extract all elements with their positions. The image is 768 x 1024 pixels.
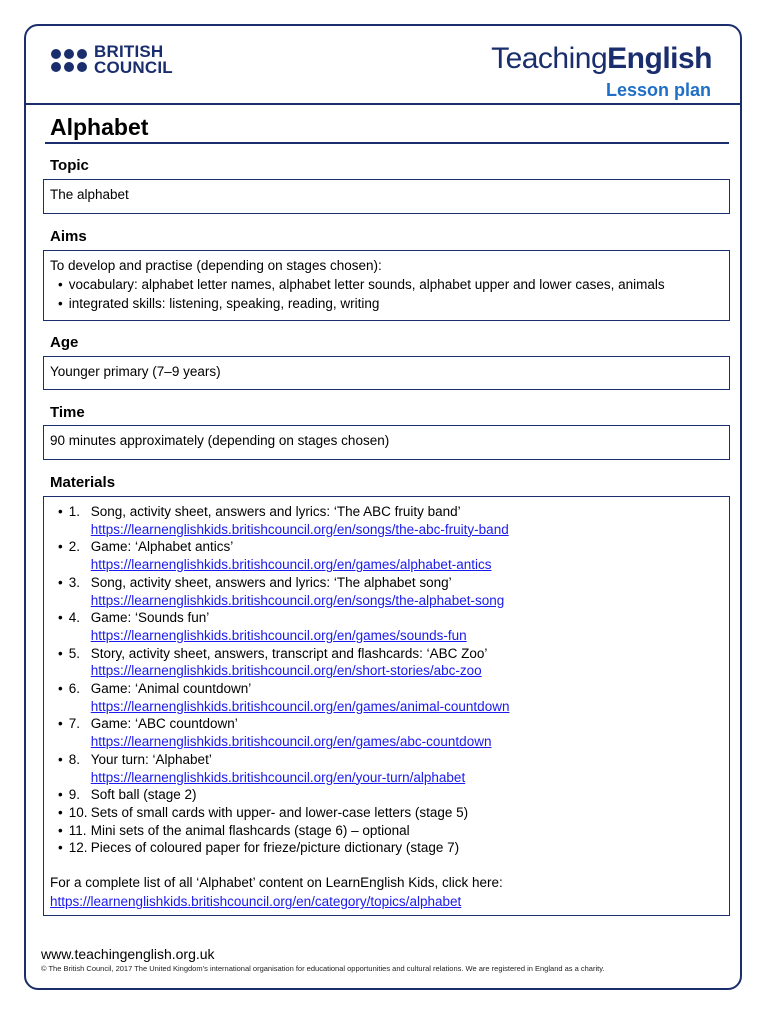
logo-line-1: BRITISH xyxy=(94,42,164,61)
list-item xyxy=(50,804,723,822)
header-divider xyxy=(24,103,742,105)
teaching-english-brand xyxy=(491,42,712,76)
british-council-logo xyxy=(51,42,173,78)
item-number: • 7. xyxy=(68,716,80,732)
materials-note: For a complete list of all ‘Alphabet’ content on LearnEnglish Kids, click here: xyxy=(50,875,503,891)
material-link[interactable]: https://learnenglishkids.britishcouncil.org/en/songs/the-alphabet-song xyxy=(90,592,505,608)
materials-box xyxy=(43,496,730,916)
item-number: • 12. xyxy=(68,840,88,856)
logo-dots-icon xyxy=(51,49,87,72)
aims-bullet: • integrated skills: listening, speaking, reading, writing xyxy=(50,294,723,313)
material-link[interactable]: https://learnenglishkids.britishcouncil.org/en/games/animal-countdown xyxy=(90,698,510,714)
item-text: Mini sets of the animal flashcards (stage 6) – optional xyxy=(90,822,410,838)
age-heading: Age xyxy=(50,334,79,351)
list-item xyxy=(50,839,723,857)
logo-line-2: COUNCIL xyxy=(94,58,173,77)
list-item xyxy=(50,503,723,538)
list-item xyxy=(50,645,723,680)
material-link[interactable]: https://learnenglishkids.britishcouncil.org/en/games/abc-countdown xyxy=(90,734,492,750)
item-text: Song, activity sheet, answers and lyrics: ‘The alphabet song’ xyxy=(90,574,452,590)
materials-list xyxy=(50,503,723,857)
list-item xyxy=(50,822,723,840)
aims-list xyxy=(50,275,723,313)
time-heading: Time xyxy=(50,404,85,421)
item-number: • 5. xyxy=(68,645,80,661)
item-number: • 6. xyxy=(68,681,80,697)
item-number: • 10. xyxy=(68,804,88,820)
item-number: • 2. xyxy=(68,539,80,555)
aims-bullet: • vocabulary: alphabet letter names, alphabet letter sounds, alphabet upper and lower cases, animals xyxy=(50,275,723,294)
item-number: • 9. xyxy=(68,787,80,803)
list-item xyxy=(50,715,723,750)
topic-text: The alphabet xyxy=(50,187,129,202)
brand-bold: English xyxy=(607,42,712,75)
aims-heading: Aims xyxy=(50,228,87,245)
item-text: Game: ‘Alphabet antics’ xyxy=(90,539,234,555)
item-text: Soft ball (stage 2) xyxy=(90,787,197,803)
time-text: 90 minutes approximately (depending on stages chosen) xyxy=(50,433,390,448)
logo-wordmark xyxy=(94,44,173,76)
list-item xyxy=(50,680,723,715)
item-text: Your turn: ‘Alphabet’ xyxy=(90,751,212,767)
material-link[interactable]: https://learnenglishkids.britishcouncil.org/en/short-stories/abc-zoo xyxy=(90,663,482,679)
list-item xyxy=(50,538,723,573)
footer-copyright: © The British Council, 2017 The United Kingdom’s international organisation for educational opportunities and cultural relations. We are registered in England as a charity. xyxy=(41,964,605,973)
list-item xyxy=(50,786,723,804)
item-number: • 4. xyxy=(68,610,80,626)
material-link[interactable]: https://learnenglishkids.britishcouncil.org/en/games/sounds-fun xyxy=(90,627,467,643)
material-link[interactable]: https://learnenglishkids.britishcouncil.org/en/your-turn/alphabet xyxy=(90,769,466,785)
materials-heading: Materials xyxy=(50,474,116,491)
age-box xyxy=(43,356,730,390)
age-text: Younger primary (7–9 years) xyxy=(50,364,221,379)
list-item xyxy=(50,751,723,786)
material-link[interactable]: https://learnenglishkids.britishcouncil.org/en/games/alphabet-antics xyxy=(90,557,492,573)
item-number: • 11. xyxy=(68,822,87,838)
item-number: • 1. xyxy=(68,504,80,519)
item-text: Game: ‘ABC countdown’ xyxy=(90,716,238,732)
lesson-plan-label: Lesson plan xyxy=(605,80,711,100)
material-link[interactable]: https://learnenglishkids.britishcouncil.org/en/songs/the-abc-fruity-band xyxy=(90,521,509,537)
aims-box xyxy=(43,250,730,321)
item-text: Game: ‘Sounds fun’ xyxy=(90,610,210,626)
footer-website[interactable]: www.teachingenglish.org.uk xyxy=(41,946,215,962)
time-box xyxy=(43,425,730,460)
brand-light: Teaching xyxy=(491,42,608,75)
item-text: Story, activity sheet, answers, transcript and flashcards: ‘ABC Zoo’ xyxy=(90,645,488,661)
item-text: Song, activity sheet, answers and lyrics: ‘The ABC fruity band’ xyxy=(90,504,461,519)
topic-heading: Topic xyxy=(50,157,89,174)
title-divider xyxy=(45,142,729,144)
topic-box xyxy=(43,179,730,214)
list-item xyxy=(50,574,723,609)
item-number: • 8. xyxy=(68,751,80,767)
all-content-link[interactable]: https://learnenglishkids.britishcouncil.org/en/category/topics/alphabet xyxy=(50,894,462,910)
item-text: Sets of small cards with upper- and lower-case letters (stage 5) xyxy=(90,804,469,820)
aims-intro: To develop and practise (depending on stages chosen): xyxy=(50,258,382,273)
list-item xyxy=(50,609,723,644)
item-text: Pieces of coloured paper for frieze/picture dictionary (stage 7) xyxy=(90,840,460,856)
item-text: Game: ‘Animal countdown’ xyxy=(90,681,252,697)
item-number: • 3. xyxy=(68,574,80,590)
page-title: Alphabet xyxy=(50,114,149,140)
